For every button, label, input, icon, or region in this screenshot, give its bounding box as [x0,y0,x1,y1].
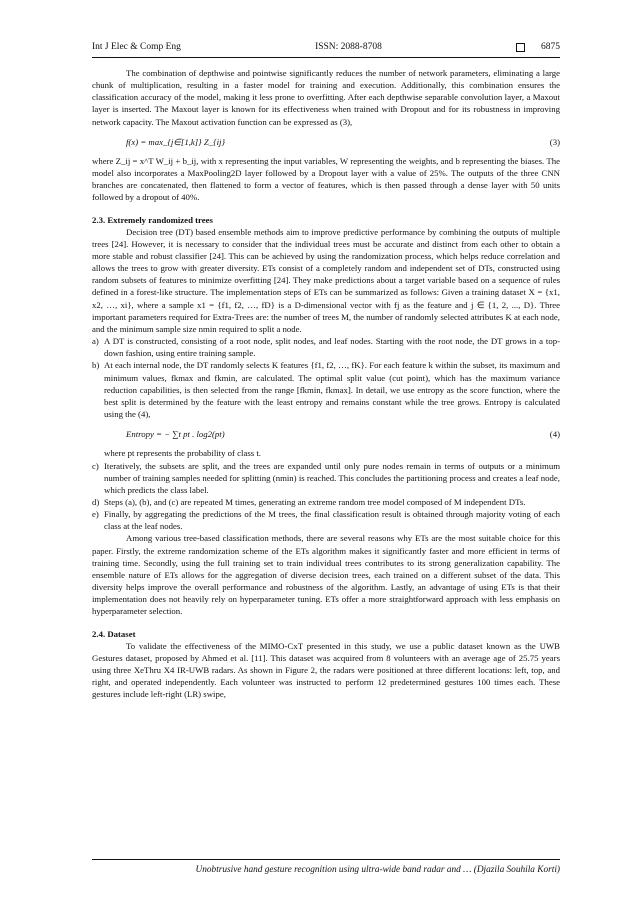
running-footer: Unobtrusive hand gesture recognition using ultra-wide band radar and … (Djazila Souhila Korti) [195,865,560,875]
list-item [92,359,560,420]
square-icon [516,43,525,52]
equation-3-number: (3) [549,136,560,147]
list-item [92,460,560,496]
list-item-label: b) [92,360,100,371]
equation-4 [92,428,560,440]
equation-3 [92,136,560,148]
equation-4-expression: Entropy = − ∑t pt . log2(pt) [126,429,225,440]
steps-list-1 [92,335,560,420]
paragraph-extra-trees: Decision tree (DT) based ensemble methods aim to improve predictive performance by combining the outputs of multiple trees [24]. However, it is necessary to consider that the individual trees must be accurate and distinct from each other to obtain a more stable and robust classifier [24]. This can be achieved by using the randomization process, which helps reduce correlation and allows the trees to grow with greater diversity. ETs consist of a completely random and independent set of DTs, constructed using random subsets of features to minimize overfitting [24]. They make predictions about a target variable based on a sequence of rules defined in a forest-like structure. The implementation steps of ETs can be summarized as follows: Given a training dataset X = {x1, x2, …, xi}, where a sample x1 = {f1, f2, …, fD} is a D-dimensional vector with fj as the feature and j ∈ {1, 2, ..., D}. Three important parameters required for Extra-Trees are: the number of trees M, the number of randomly selected attributes K at each node, and the minimum sample size nmin required to split a node. [92,226,560,334]
section-heading-2-3: 2.3. Extremely randomized trees [92,214,213,225]
equation-3-expression: f(x) = max_{j∈[1,k]} Z_{ij} [126,136,225,147]
list-item-text: Steps (a), (b), and (c) are repeated M times, generating an extreme random tree model composed of M independent DTs. [104,496,526,507]
running-header [92,40,560,54]
paragraph-maxout-where: where Z_ij = x^T W_ij + b_ij, with x representing the input variables, W representing the weights, and b representing the biases. The model also incorporates a MaxPooling2D layer followed by a Dropout layer with a value of 25%. The outputs of the three CNN branches are concatenated, then flattened to form a vector of features, which is then passed through a dense layer with 50 units followed by a dropout of 40%. [92,155,560,203]
section-heading-2-4: 2.4. Dataset [92,628,136,639]
list-item-label: c) [92,460,99,471]
list-item-text: At each internal node, the DT randomly selects K features {f1, f2, …, fK}. For each feature k within the subset, its maximum and minimum values, fkmax and fkmin, are calculated. The optimal split value (cut point), which has the maximum variance reduction capabilities, is then selected from the range [fkmin, fkmax]. In detail, we use entropy as the score function, where the best split is determined by the feature with the least entropy and remains constant while the tree grows. Entropy is calculated using the (4), [104,360,560,420]
journal-name: Int J Elec & Comp Eng [92,42,181,52]
list-item [92,335,560,359]
page-number: 6875 [540,42,560,52]
list-item-text: Finally, by aggregating the predictions of the M trees, the final classification result is obtained through majority voting of each class at the leaf nodes. [104,509,560,532]
list-item-label: a) [92,336,99,347]
equation-4-where: where pt represents the probability of class t. [104,448,261,459]
paragraph-maxout: The combination of depthwise and pointwise significantly reduces the number of network parameters, eliminating a large chunk of multiplication, resulting in a faster model for training and execution. Additionally, this combination ensures the classification accuracy of the model, making it less prone to overfitting. After each depthwise separable convolution layer, a Maxout layer is inserted. The Maxout layer is known for its effectiveness when trained with Dropout and for its robustness in improving network capacity. The Maxout activation function can be expressed as (3), [92,68,560,127]
main-text [92,67,560,700]
header-rule [92,57,560,58]
paragraph-ets-advantages: Among various tree-based classification methods, there are several reasons why ETs are the most suitable choice for this paper. Firstly, the extreme randomization scheme of the ETs algorithm makes it significantly faster and more efficient in terms of training time. Secondly, using the full training set to train individual trees contributes to its strong generalization capability. The ensemble nature of ETs allows for the aggregation of diverse decision trees, each trained on a different subset of the data. This diversity helps improve the overall performance and robustness of the algorithm. Lastly, an advantage of using ETs is that their implementation does not heavily rely on hyperparameter tuning. ETs offer a more straightforward approach with less emphasis on hyperparameter selection. [92,533,560,617]
footer-rule [92,859,560,860]
list-item [92,496,560,508]
equation-4-number: (4) [549,429,560,440]
steps-list-2 [92,460,560,533]
list-item-text: Iteratively, the subsets are split, and the trees are expanded until only pure nodes remain in terms of outputs or a minimum number of training samples needed for splitting (nmin) is reached. This concludes the partitioning process and creates a leaf node, which predicts the class label. [104,460,560,495]
issn: ISSN: 2088-8708 [315,42,382,52]
list-item [92,508,560,532]
list-item-label: d) [92,496,100,507]
list-item-text: A DT is constructed, consisting of a root node, split nodes, and leaf nodes. Starting with the root node, the DT grows in a top-down fashion, using entire training sample. [104,336,560,359]
list-item-label: e) [92,509,99,520]
paragraph-dataset: To validate the effectiveness of the MIMO-CxT presented in this study, we use a public dataset known as the UWB Gestures dataset, proposed by Ahmed et al. [11]. This dataset was acquired from 8 volunteers with an average age of 25.75 years using three XeThru X4 IR-UWB radars. As shown in Figure 2, the radars were positioned at three different locations: left, top, and right, and operated independently. Each volunteer was instructed to perform 12 predetermined gestures 100 times each. These gestures include left-right (LR) swipe, [92,640,560,700]
